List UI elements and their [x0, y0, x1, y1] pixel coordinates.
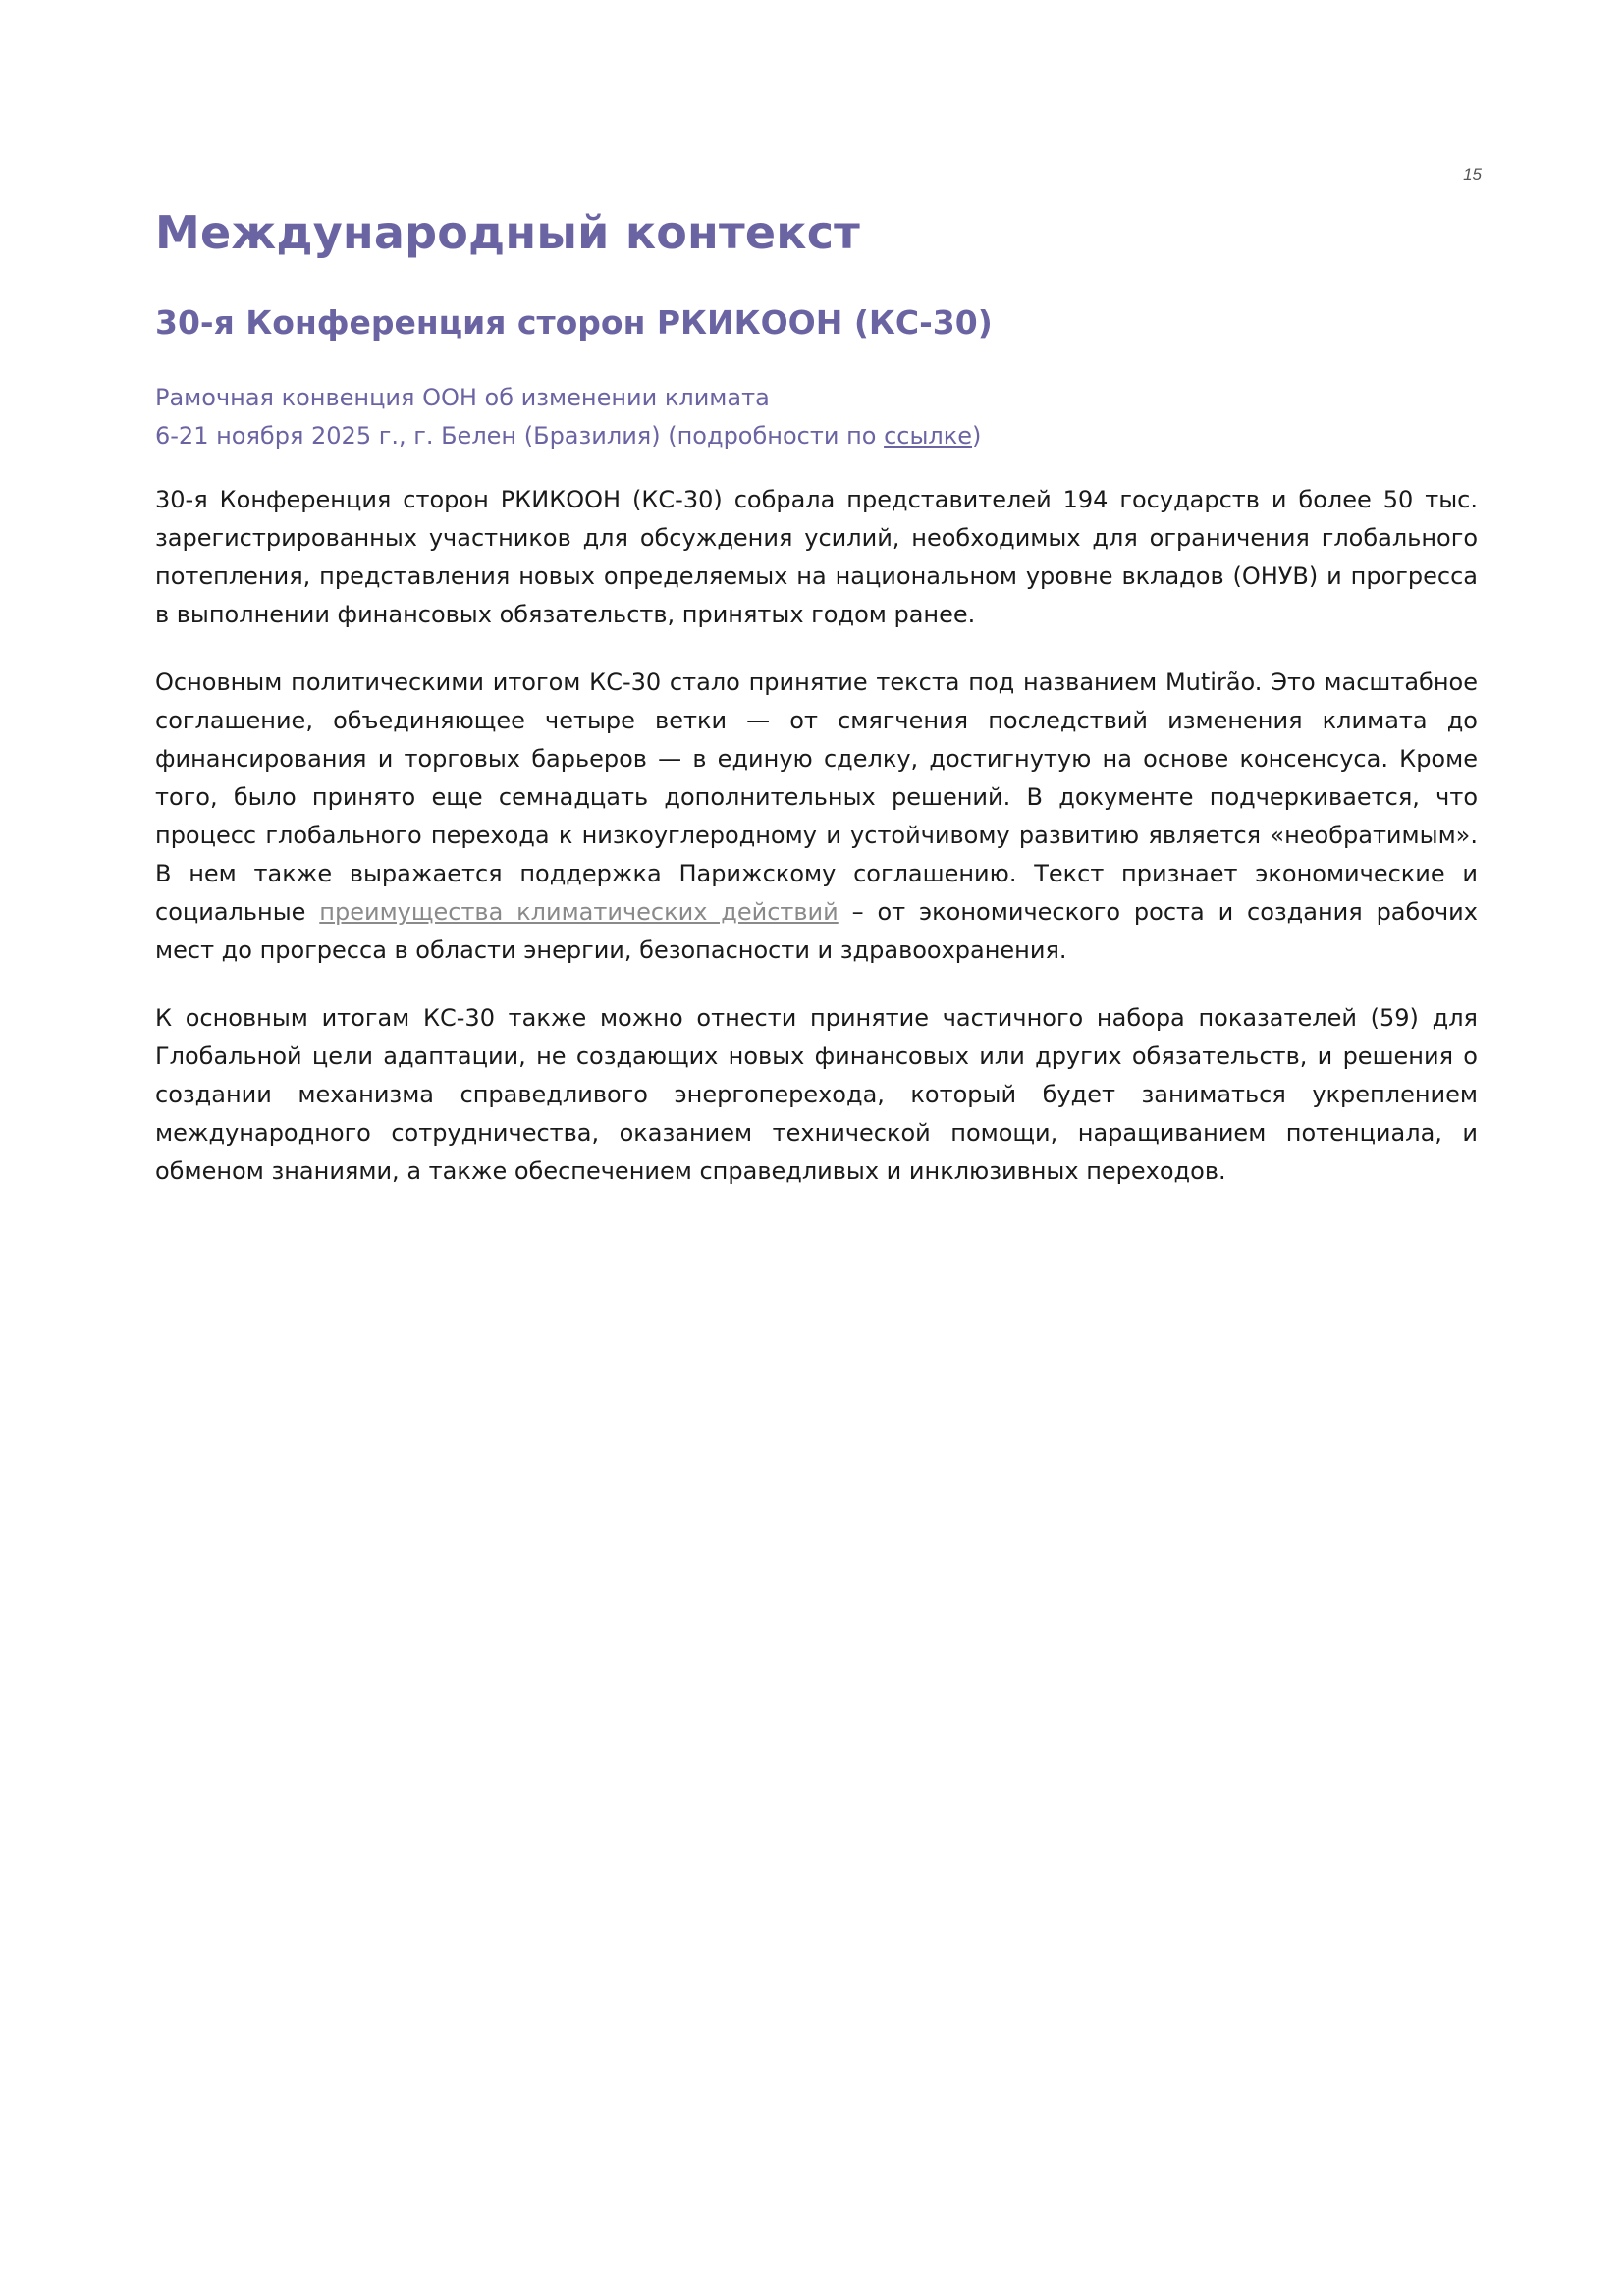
event-meta: [155, 379, 1478, 455]
paragraph-2: [155, 664, 1478, 970]
paragraph-1: 30-я Конференция сторон РКИКООН (КС-30) собрала представителей 194 государств и более 50 тыс. зарегистрированных участников для обсуждения усилий, необходимых для ограничения глобального потепления, представления новых определяемых на национальном уровне вкладов (ОНУВ) и прогресса в выполнении финансовых обязательств, принятых годом ранее.: [155, 486, 1478, 628]
paragraph-2-text-end: – от экономического роста и создания рабочих мест до прогресса в области энергии, безопасности и здравоохранения.: [155, 898, 1478, 964]
event-date-suffix: ): [972, 422, 982, 450]
climate-benefits-link[interactable]: преимущества климатических действий: [319, 898, 839, 926]
details-link[interactable]: ссылке: [884, 422, 973, 450]
paragraph-3: К основным итогам КС-30 также можно отнести принятие частичного набора показателей (59) для Глобальной цели адаптации, не создающих новых финансовых или других обязательств, и решения о создании механизма справедливого энергоперехода, который будет заниматься укреплением международного сотрудничества, оказанием технической помощи, наращиванием потенциала, и обменом знаниями, а также обеспечением справедливых и инклюзивных переходов.: [155, 1004, 1478, 1185]
event-date-text: 6-21 ноября 2025 г., г. Белен (Бразилия) (подробности по: [155, 422, 885, 450]
section-title: Международный контекст: [155, 206, 861, 259]
page-number: 15: [1463, 165, 1482, 184]
event-organizer: Рамочная конвенция ООН об изменении климата: [155, 384, 770, 411]
event-date-location: [155, 417, 1478, 455]
page-content: [155, 202, 1478, 1191]
paragraph-2-text: Основным политическими итогом КС-30 стало принятие текста под названием Mutirão. Это масштабное соглашение, объединяющее четыре ветки — от смягчения последствий изменения климата до финансирования и торговых барьеров — в единую сделку, достигнутую на основе консенсуса. Кроме того, было принято еще семнадцать дополнительных решений. В документе подчеркивается, что процесс глобального перехода к низкоуглеродному и устойчивому развитию является «необратимым». В нем также выражается поддержка Парижскому соглашению. Текст признает экономические и социальные: [155, 668, 1478, 926]
event-title: 30-я Конференция сторон РКИКООН (КС-30): [155, 303, 993, 342]
